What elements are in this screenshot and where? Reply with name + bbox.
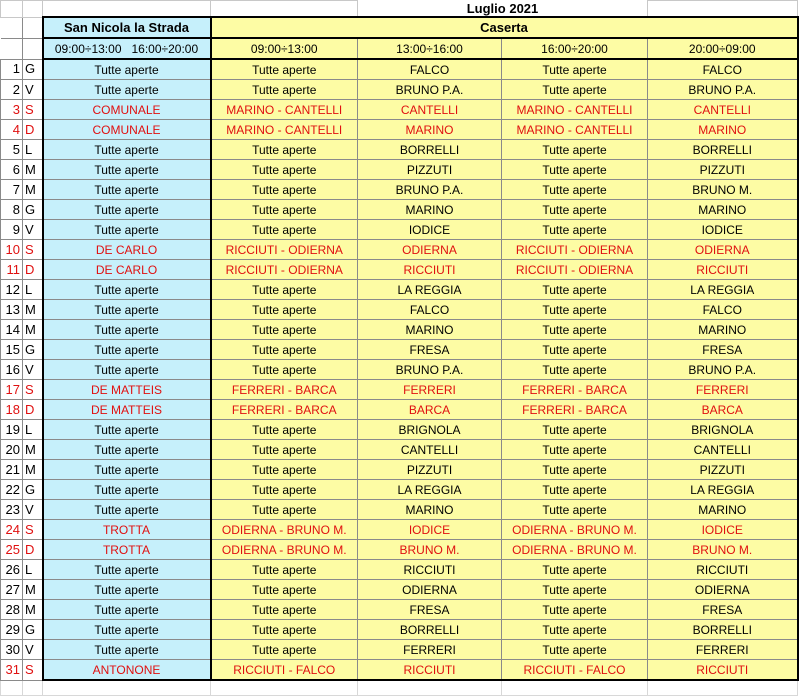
hours-header-caserta-2[interactable]: 13:00÷16:00 <box>358 38 502 59</box>
day-number[interactable]: 8 <box>1 200 23 220</box>
cell-caserta-20-09[interactable]: BORRELLI <box>648 620 798 640</box>
day-weekday[interactable]: M <box>23 440 43 460</box>
cell-caserta-09-13[interactable]: Tutte aperte <box>211 300 358 320</box>
day-weekday[interactable]: M <box>23 580 43 600</box>
cell-caserta-16-20[interactable]: RICCIUTI - FALCO <box>502 660 648 681</box>
cell-san-nicola[interactable]: Tutte aperte <box>43 640 211 660</box>
day-number[interactable]: 15 <box>1 340 23 360</box>
empty-cell[interactable] <box>502 680 648 696</box>
cell-caserta-20-09[interactable]: FALCO <box>648 300 798 320</box>
cell-caserta-09-13[interactable]: Tutte aperte <box>211 340 358 360</box>
cell-caserta-09-13[interactable]: Tutte aperte <box>211 80 358 100</box>
day-number[interactable]: 2 <box>1 80 23 100</box>
day-number[interactable]: 20 <box>1 440 23 460</box>
empty-cell[interactable] <box>1 17 23 38</box>
empty-cell[interactable] <box>23 680 43 696</box>
cell-san-nicola[interactable]: Tutte aperte <box>43 340 211 360</box>
cell-caserta-13-16[interactable]: RICCIUTI <box>358 660 502 681</box>
cell-caserta-09-13[interactable]: Tutte aperte <box>211 600 358 620</box>
day-weekday[interactable]: D <box>23 260 43 280</box>
empty-cell[interactable] <box>23 17 43 38</box>
table-row <box>1 320 798 340</box>
cell-caserta-09-13[interactable]: Tutte aperte <box>211 580 358 600</box>
cell-san-nicola[interactable]: DE CARLO <box>43 240 211 260</box>
cell-san-nicola[interactable]: Tutte aperte <box>43 320 211 340</box>
day-weekday[interactable]: S <box>23 660 43 681</box>
cell-caserta-16-20[interactable]: Tutte aperte <box>502 580 648 600</box>
table-row <box>1 200 798 220</box>
cell-caserta-09-13[interactable]: RICCIUTI - ODIERNA <box>211 240 358 260</box>
cell-caserta-09-13[interactable]: Tutte aperte <box>211 59 358 80</box>
group-header-san-nicola[interactable]: San Nicola la Strada <box>43 17 211 38</box>
day-number[interactable]: 5 <box>1 140 23 160</box>
day-weekday[interactable]: L <box>23 280 43 300</box>
day-number[interactable]: 10 <box>1 240 23 260</box>
cell-caserta-20-09[interactable]: MARINO <box>648 320 798 340</box>
cell-caserta-13-16[interactable]: FERRERI <box>358 380 502 400</box>
hours-header-caserta-3[interactable]: 16:00÷20:00 <box>502 38 648 59</box>
cell-caserta-16-20[interactable]: FERRERI - BARCA <box>502 380 648 400</box>
cell-caserta-13-16[interactable]: BRUNO M. <box>358 540 502 560</box>
cell-caserta-16-20[interactable]: Tutte aperte <box>502 440 648 460</box>
day-weekday[interactable]: M <box>23 320 43 340</box>
empty-cell[interactable] <box>1 1 23 18</box>
cell-caserta-09-13[interactable]: FERRERI - BARCA <box>211 380 358 400</box>
cell-caserta-16-20[interactable]: Tutte aperte <box>502 160 648 180</box>
empty-cell[interactable] <box>23 38 43 59</box>
cell-caserta-09-13[interactable]: Tutte aperte <box>211 160 358 180</box>
cell-caserta-13-16[interactable]: CANTELLI <box>358 440 502 460</box>
table-row <box>1 300 798 320</box>
cell-caserta-16-20[interactable]: Tutte aperte <box>502 600 648 620</box>
cell-caserta-13-16[interactable]: BARCA <box>358 400 502 420</box>
cell-san-nicola[interactable]: Tutte aperte <box>43 360 211 380</box>
cell-caserta-16-20[interactable]: Tutte aperte <box>502 500 648 520</box>
title-row <box>1 1 798 18</box>
cell-caserta-20-09[interactable]: MARINO <box>648 200 798 220</box>
cell-caserta-09-13[interactable]: ODIERNA - BRUNO M. <box>211 520 358 540</box>
cell-caserta-20-09[interactable]: PIZZUTI <box>648 460 798 480</box>
cell-san-nicola[interactable]: Tutte aperte <box>43 220 211 240</box>
table-row <box>1 260 798 280</box>
cell-caserta-16-20[interactable]: Tutte aperte <box>502 340 648 360</box>
table-row <box>1 120 798 140</box>
table-row <box>1 580 798 600</box>
cell-san-nicola[interactable]: Tutte aperte <box>43 600 211 620</box>
day-number[interactable]: 28 <box>1 600 23 620</box>
cell-caserta-09-13[interactable]: Tutte aperte <box>211 440 358 460</box>
cell-caserta-09-13[interactable]: Tutte aperte <box>211 500 358 520</box>
cell-caserta-16-20[interactable]: Tutte aperte <box>502 140 648 160</box>
day-weekday[interactable]: G <box>23 480 43 500</box>
cell-caserta-16-20[interactable]: Tutte aperte <box>502 80 648 100</box>
day-number[interactable]: 16 <box>1 360 23 380</box>
empty-cell[interactable] <box>1 680 23 696</box>
day-number[interactable]: 1 <box>1 59 23 80</box>
day-weekday[interactable]: M <box>23 300 43 320</box>
cell-caserta-09-13[interactable]: Tutte aperte <box>211 360 358 380</box>
day-weekday[interactable]: G <box>23 200 43 220</box>
empty-cell[interactable] <box>211 1 358 18</box>
cell-caserta-16-20[interactable]: Tutte aperte <box>502 59 648 80</box>
hours-header-caserta-1[interactable]: 09:00÷13:00 <box>211 38 358 59</box>
day-number[interactable]: 17 <box>1 380 23 400</box>
cell-caserta-13-16[interactable]: LA REGGIA <box>358 480 502 500</box>
cell-caserta-13-16[interactable]: BORRELLI <box>358 140 502 160</box>
cell-caserta-09-13[interactable]: ODIERNA - BRUNO M. <box>211 540 358 560</box>
table-row <box>1 540 798 560</box>
cell-caserta-20-09[interactable]: IODICE <box>648 520 798 540</box>
day-number[interactable]: 29 <box>1 620 23 640</box>
hours-header-row <box>1 38 798 59</box>
cell-caserta-09-13[interactable]: RICCIUTI - ODIERNA <box>211 260 358 280</box>
empty-cell[interactable] <box>358 680 502 696</box>
cell-caserta-20-09[interactable]: FERRERI <box>648 640 798 660</box>
cell-caserta-20-09[interactable]: BORRELLI <box>648 140 798 160</box>
table-row <box>1 280 798 300</box>
cell-caserta-20-09[interactable]: RICCIUTI <box>648 260 798 280</box>
cell-caserta-16-20[interactable]: ODIERNA - BRUNO M. <box>502 520 648 540</box>
empty-cell[interactable] <box>648 680 798 696</box>
day-number[interactable]: 21 <box>1 460 23 480</box>
table-row <box>1 80 798 100</box>
cell-san-nicola[interactable]: Tutte aperte <box>43 560 211 580</box>
cell-caserta-16-20[interactable]: ODIERNA - BRUNO M. <box>502 540 648 560</box>
cell-san-nicola[interactable]: Tutte aperte <box>43 180 211 200</box>
day-number[interactable]: 11 <box>1 260 23 280</box>
empty-cell[interactable] <box>1 38 23 59</box>
day-number[interactable]: 9 <box>1 220 23 240</box>
day-weekday[interactable]: D <box>23 540 43 560</box>
day-number[interactable]: 23 <box>1 500 23 520</box>
cell-caserta-09-13[interactable]: Tutte aperte <box>211 220 358 240</box>
empty-cell[interactable] <box>211 680 358 696</box>
cell-caserta-16-20[interactable]: Tutte aperte <box>502 560 648 580</box>
cell-caserta-13-16[interactable]: IODICE <box>358 220 502 240</box>
day-weekday[interactable]: V <box>23 220 43 240</box>
cell-caserta-20-09[interactable]: MARINO <box>648 120 798 140</box>
cell-san-nicola[interactable]: TROTTA <box>43 520 211 540</box>
day-number[interactable]: 13 <box>1 300 23 320</box>
empty-cell[interactable] <box>43 680 211 696</box>
table-row <box>1 59 798 80</box>
table-row <box>1 140 798 160</box>
hours-header-caserta-4[interactable]: 20:00÷09:00 <box>648 38 798 59</box>
table-row <box>1 440 798 460</box>
cell-caserta-20-09[interactable]: FRESA <box>648 600 798 620</box>
cell-caserta-16-20[interactable]: FERRERI - BARCA <box>502 400 648 420</box>
cell-caserta-09-13[interactable]: Tutte aperte <box>211 200 358 220</box>
table-row <box>1 220 798 240</box>
cell-caserta-09-13[interactable]: Tutte aperte <box>211 560 358 580</box>
cell-caserta-13-16[interactable]: IODICE <box>358 520 502 540</box>
day-weekday[interactable]: L <box>23 140 43 160</box>
cell-caserta-16-20[interactable]: RICCIUTI - ODIERNA <box>502 260 648 280</box>
cell-caserta-09-13[interactable]: RICCIUTI - FALCO <box>211 660 358 681</box>
day-weekday[interactable]: V <box>23 500 43 520</box>
cell-san-nicola[interactable]: DE CARLO <box>43 260 211 280</box>
cell-caserta-16-20[interactable]: Tutte aperte <box>502 300 648 320</box>
cell-san-nicola[interactable]: COMUNALE <box>43 100 211 120</box>
cell-san-nicola[interactable]: Tutte aperte <box>43 620 211 640</box>
cell-san-nicola[interactable]: DE MATTEIS <box>43 380 211 400</box>
cell-caserta-13-16[interactable]: FRESA <box>358 340 502 360</box>
day-weekday[interactable]: D <box>23 400 43 420</box>
day-number[interactable]: 25 <box>1 540 23 560</box>
cell-caserta-20-09[interactable]: FERRERI <box>648 380 798 400</box>
cell-caserta-16-20[interactable]: Tutte aperte <box>502 220 648 240</box>
table-row <box>1 100 798 120</box>
empty-cell[interactable] <box>43 1 211 18</box>
group-header-row <box>1 17 798 38</box>
cell-caserta-13-16[interactable]: ODIERNA <box>358 240 502 260</box>
day-number[interactable]: 27 <box>1 580 23 600</box>
cell-caserta-16-20[interactable]: Tutte aperte <box>502 360 648 380</box>
day-weekday[interactable]: V <box>23 80 43 100</box>
cell-caserta-13-16[interactable]: BRUNO P.A. <box>358 180 502 200</box>
day-number[interactable]: 4 <box>1 120 23 140</box>
cell-caserta-13-16[interactable]: LA REGGIA <box>358 280 502 300</box>
day-number[interactable]: 26 <box>1 560 23 580</box>
cell-caserta-13-16[interactable]: RICCIUTI <box>358 260 502 280</box>
cell-caserta-16-20[interactable]: Tutte aperte <box>502 420 648 440</box>
cell-caserta-16-20[interactable]: RICCIUTI - ODIERNA <box>502 240 648 260</box>
table-row <box>1 160 798 180</box>
cell-caserta-09-13[interactable]: Tutte aperte <box>211 280 358 300</box>
cell-caserta-09-13[interactable]: Tutte aperte <box>211 420 358 440</box>
cell-caserta-09-13[interactable]: Tutte aperte <box>211 320 358 340</box>
cell-caserta-13-16[interactable]: PIZZUTI <box>358 460 502 480</box>
cell-caserta-16-20[interactable]: Tutte aperte <box>502 180 648 200</box>
cell-caserta-16-20[interactable]: MARINO - CANTELLI <box>502 100 648 120</box>
cell-san-nicola[interactable]: Tutte aperte <box>43 280 211 300</box>
empty-row <box>1 680 798 696</box>
cell-caserta-16-20[interactable]: Tutte aperte <box>502 280 648 300</box>
table-row <box>1 360 798 380</box>
cell-caserta-09-13[interactable]: Tutte aperte <box>211 180 358 200</box>
day-number[interactable]: 24 <box>1 520 23 540</box>
day-weekday[interactable]: G <box>23 59 43 80</box>
day-weekday[interactable]: L <box>23 420 43 440</box>
cell-caserta-20-09[interactable]: BRUNO P.A. <box>648 360 798 380</box>
cell-caserta-09-13[interactable]: Tutte aperte <box>211 640 358 660</box>
cell-caserta-16-20[interactable]: Tutte aperte <box>502 640 648 660</box>
day-weekday[interactable]: S <box>23 240 43 260</box>
cell-san-nicola[interactable]: Tutte aperte <box>43 200 211 220</box>
cell-san-nicola[interactable]: TROTTA <box>43 540 211 560</box>
cell-caserta-13-16[interactable]: FALCO <box>358 59 502 80</box>
cell-caserta-09-13[interactable]: Tutte aperte <box>211 620 358 640</box>
cell-caserta-09-13[interactable]: MARINO - CANTELLI <box>211 120 358 140</box>
cell-caserta-13-16[interactable]: MARINO <box>358 500 502 520</box>
cell-san-nicola[interactable]: COMUNALE <box>43 120 211 140</box>
empty-cell[interactable] <box>648 1 798 18</box>
day-number[interactable]: 19 <box>1 420 23 440</box>
cell-caserta-09-13[interactable]: Tutte aperte <box>211 140 358 160</box>
cell-san-nicola[interactable]: Tutte aperte <box>43 140 211 160</box>
table-row <box>1 400 798 420</box>
cell-caserta-13-16[interactable]: MARINO <box>358 120 502 140</box>
day-number[interactable]: 30 <box>1 640 23 660</box>
day-number[interactable]: 31 <box>1 660 23 681</box>
cell-caserta-16-20[interactable]: Tutte aperte <box>502 320 648 340</box>
day-weekday[interactable]: S <box>23 380 43 400</box>
cell-san-nicola[interactable]: Tutte aperte <box>43 580 211 600</box>
table-row <box>1 560 798 580</box>
cell-caserta-20-09[interactable]: MARINO <box>648 500 798 520</box>
table-row <box>1 380 798 400</box>
cell-caserta-13-16[interactable]: FRESA <box>358 600 502 620</box>
day-weekday[interactable]: S <box>23 520 43 540</box>
cell-caserta-13-16[interactable]: BORRELLI <box>358 620 502 640</box>
day-number[interactable]: 18 <box>1 400 23 420</box>
cell-caserta-20-09[interactable]: BRUNO M. <box>648 180 798 200</box>
table-row <box>1 620 798 640</box>
cell-caserta-13-16[interactable]: CANTELLI <box>358 100 502 120</box>
cell-caserta-20-09[interactable]: LA REGGIA <box>648 480 798 500</box>
cell-caserta-13-16[interactable]: MARINO <box>358 320 502 340</box>
cell-caserta-13-16[interactable]: PIZZUTI <box>358 160 502 180</box>
cell-caserta-20-09[interactable]: BRUNO P.A. <box>648 80 798 100</box>
day-weekday[interactable]: S <box>23 100 43 120</box>
cell-caserta-20-09[interactable]: FALCO <box>648 59 798 80</box>
cell-san-nicola[interactable]: Tutte aperte <box>43 59 211 80</box>
table-row <box>1 660 798 681</box>
sheet-title[interactable]: Luglio 2021 <box>358 1 648 18</box>
day-weekday[interactable]: V <box>23 640 43 660</box>
day-number[interactable]: 22 <box>1 480 23 500</box>
cell-caserta-20-09[interactable]: FRESA <box>648 340 798 360</box>
table-row <box>1 420 798 440</box>
day-weekday[interactable]: M <box>23 180 43 200</box>
cell-caserta-09-13[interactable]: MARINO - CANTELLI <box>211 100 358 120</box>
cell-caserta-13-16[interactable]: RICCIUTI <box>358 560 502 580</box>
day-weekday[interactable]: L <box>23 560 43 580</box>
day-number[interactable]: 6 <box>1 160 23 180</box>
day-weekday[interactable]: D <box>23 120 43 140</box>
cell-caserta-20-09[interactable]: IODICE <box>648 220 798 240</box>
day-weekday[interactable]: G <box>23 620 43 640</box>
cell-caserta-13-16[interactable]: BRUNO P.A. <box>358 80 502 100</box>
table-row <box>1 460 798 480</box>
cell-san-nicola[interactable]: Tutte aperte <box>43 160 211 180</box>
day-number[interactable]: 7 <box>1 180 23 200</box>
table-row <box>1 640 798 660</box>
cell-caserta-20-09[interactable]: PIZZUTI <box>648 160 798 180</box>
cell-san-nicola[interactable]: Tutte aperte <box>43 80 211 100</box>
cell-caserta-16-20[interactable]: Tutte aperte <box>502 200 648 220</box>
cell-caserta-20-09[interactable]: CANTELLI <box>648 100 798 120</box>
table-row <box>1 600 798 620</box>
cell-caserta-16-20[interactable]: Tutte aperte <box>502 620 648 640</box>
day-number[interactable]: 14 <box>1 320 23 340</box>
cell-caserta-20-09[interactable]: ODIERNA <box>648 580 798 600</box>
cell-caserta-20-09[interactable]: RICCIUTI <box>648 660 798 681</box>
cell-caserta-13-16[interactable]: FALCO <box>358 300 502 320</box>
cell-caserta-16-20[interactable]: MARINO - CANTELLI <box>502 120 648 140</box>
cell-san-nicola[interactable]: Tutte aperte <box>43 300 211 320</box>
empty-cell[interactable] <box>23 1 43 18</box>
table-row <box>1 240 798 260</box>
day-weekday[interactable]: V <box>23 360 43 380</box>
cell-caserta-13-16[interactable]: ODIERNA <box>358 580 502 600</box>
cell-caserta-16-20[interactable]: Tutte aperte <box>502 480 648 500</box>
day-number[interactable]: 3 <box>1 100 23 120</box>
cell-caserta-20-09[interactable]: LA REGGIA <box>648 280 798 300</box>
cell-caserta-09-13[interactable]: Tutte aperte <box>211 460 358 480</box>
table-row <box>1 180 798 200</box>
cell-san-nicola[interactable]: DE MATTEIS <box>43 400 211 420</box>
cell-caserta-20-09[interactable]: BRUNO M. <box>648 540 798 560</box>
cell-caserta-13-16[interactable]: BRUNO P.A. <box>358 360 502 380</box>
cell-caserta-09-13[interactable]: FERRERI - BARCA <box>211 400 358 420</box>
cell-caserta-20-09[interactable]: CANTELLI <box>648 440 798 460</box>
cell-caserta-13-16[interactable]: FERRERI <box>358 640 502 660</box>
cell-san-nicola[interactable]: ANTONONE <box>43 660 211 681</box>
day-weekday[interactable]: G <box>23 340 43 360</box>
table-row <box>1 480 798 500</box>
cell-caserta-20-09[interactable]: ODIERNA <box>648 240 798 260</box>
day-number[interactable]: 12 <box>1 280 23 300</box>
cell-san-nicola[interactable]: Tutte aperte <box>43 420 211 440</box>
day-weekday[interactable]: M <box>23 600 43 620</box>
cell-caserta-13-16[interactable]: MARINO <box>358 200 502 220</box>
day-weekday[interactable]: M <box>23 160 43 180</box>
cell-san-nicola[interactable]: Tutte aperte <box>43 460 211 480</box>
cell-san-nicola[interactable]: Tutte aperte <box>43 480 211 500</box>
day-weekday[interactable]: M <box>23 460 43 480</box>
table-row <box>1 340 798 360</box>
cell-caserta-09-13[interactable]: Tutte aperte <box>211 480 358 500</box>
group-header-caserta[interactable]: Caserta <box>211 17 798 38</box>
cell-caserta-20-09[interactable]: BARCA <box>648 400 798 420</box>
table-row <box>1 500 798 520</box>
cell-caserta-20-09[interactable]: BRIGNOLA <box>648 420 798 440</box>
cell-caserta-13-16[interactable]: BRIGNOLA <box>358 420 502 440</box>
cell-san-nicola[interactable]: Tutte aperte <box>43 500 211 520</box>
table-row <box>1 520 798 540</box>
cell-san-nicola[interactable]: Tutte aperte <box>43 440 211 460</box>
hours-header-san-nicola[interactable]: 09:00÷13:00 16:00÷20:00 <box>43 38 211 59</box>
cell-caserta-16-20[interactable]: Tutte aperte <box>502 460 648 480</box>
cell-caserta-20-09[interactable]: RICCIUTI <box>648 560 798 580</box>
